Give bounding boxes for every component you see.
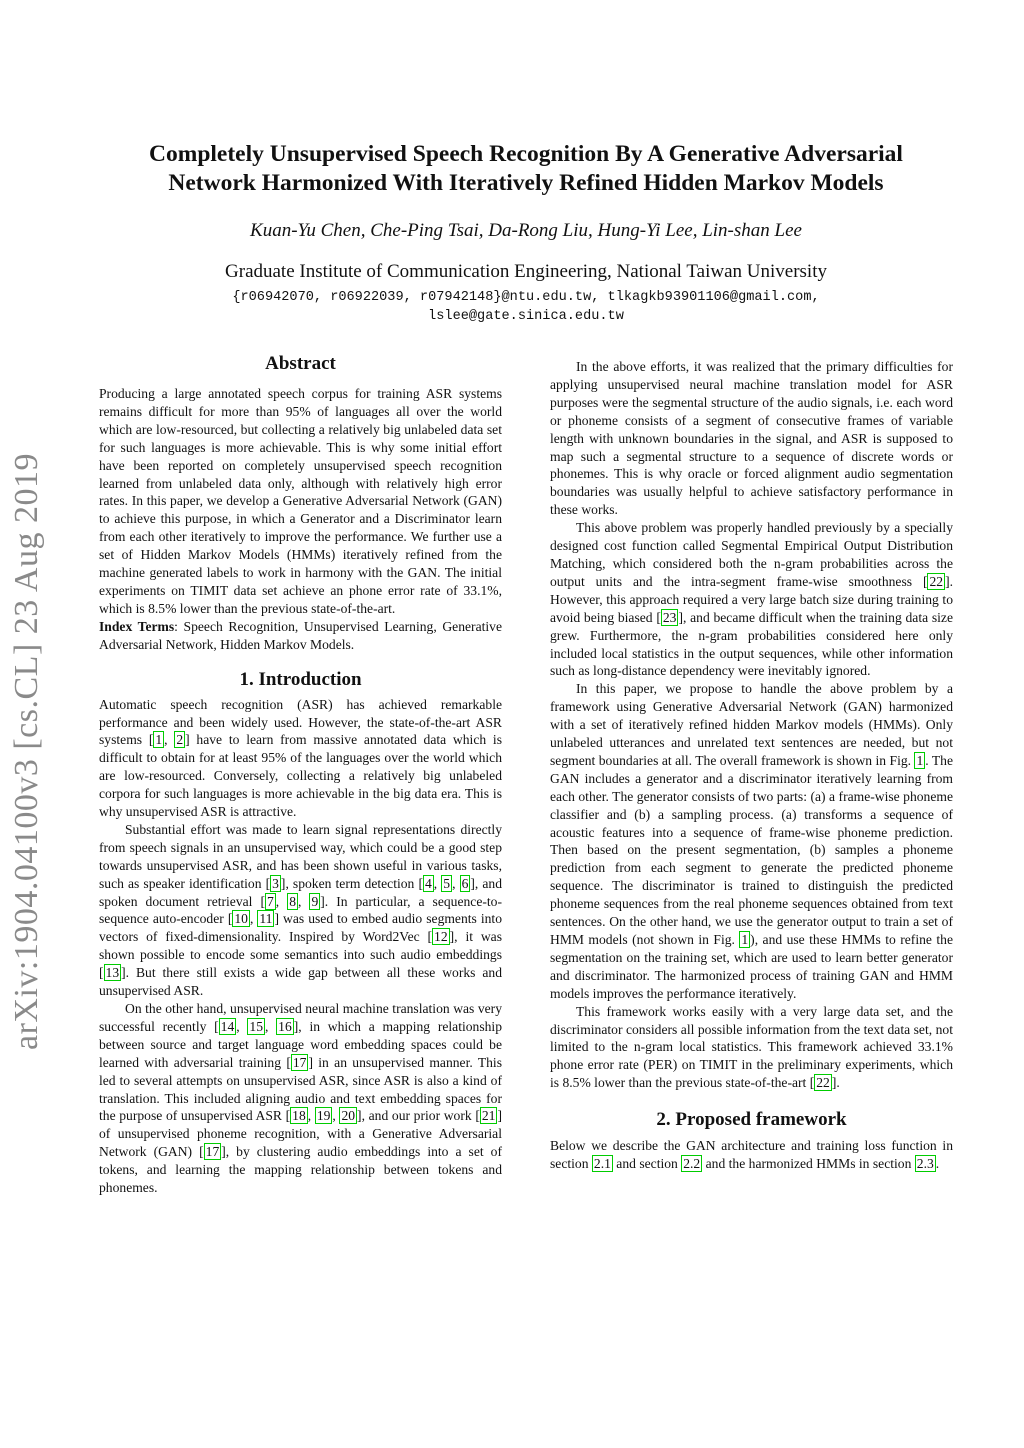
text-segment: [ — [265, 875, 271, 891]
citation-link[interactable]: 16 — [278, 1018, 292, 1034]
citation-link[interactable]: 18 — [292, 1108, 306, 1124]
proposed-framework-heading: 2. Proposed framework — [656, 1109, 847, 1131]
emails — [100, 288, 952, 326]
text-segment: This framework works easily with a very large data set, and the discriminator considers all possible information from the text data set, not limited to the n-gram local statistics. This framework achieved 33.1% phone error rate (PER) on TIMIT in the preliminary experiments, which is 8.5% lower than the previous state-of-the-art — [550, 1003, 953, 1091]
index-terms — [99, 618, 502, 654]
section2-paragraph-1 — [550, 1137, 953, 1173]
text-segment: [ — [260, 893, 265, 909]
citation-link[interactable]: 22 — [929, 573, 944, 589]
citation-link[interactable]: 17 — [205, 1144, 220, 1160]
text-segment: ] — [293, 1018, 299, 1034]
text-segment: , — [275, 893, 288, 909]
text-segment: [ — [809, 1075, 815, 1091]
text-segment: ] — [497, 1108, 502, 1124]
text-segment: of unsupervised phoneme recognition, with a Generative Adversarial Network (GAN) — [99, 1126, 502, 1160]
citation-link[interactable]: 14 — [220, 1018, 235, 1034]
text-segment: . The GAN includes a generator and a discriminator iteratively learning from each other. The generator consists of two parts: (a) a frame-wise phoneme classifier and (b) a sampling process. (a) transforms a sequence of acoustic features into a sequence of frame-wise phoneme prediction. Then based on the present segmentation, (b) samples a phoneme prediction from each segment to generate the predicted phoneme sequence. The discriminator is trained to distinguish the predicted phoneme sequences from the real phoneme sequences obtained from text sentences. On the other hand, we use the generator output to train a set of HMM models (not shown in Fig. — [550, 752, 954, 947]
text-segment: have to learn from massive annotated data which is difficult to obtain for at least 95% of the languages over the world which are low-resourced. Conversely, collecting a relatively big unlabeled corpora for such languages is more achievable in the big data era. This is why unsupervised ASR is attractive. — [99, 732, 502, 820]
text-segment: [ — [418, 875, 423, 891]
intro-paragraph-3 — [99, 1000, 502, 1197]
text-segment: and the harmonized HMMs in section — [702, 1156, 915, 1172]
text-segment: ] — [185, 732, 190, 748]
text-segment: in an unsupervised manner. This led to several attempts on unsupervised ASR, since ASR is also a kind of translation. This included aligning audio and text embedding spaces for the purpose of unsupervised ASR — [99, 1054, 502, 1124]
citation-link[interactable]: 6 — [461, 875, 469, 891]
text-segment: ] — [357, 1108, 362, 1124]
citation-link[interactable]: 10 — [234, 911, 248, 927]
text-segment: , in which a mapping relationship between source and target language word embedding spaces could be learned with adversarial training — [99, 1018, 503, 1070]
text-segment: [ — [922, 573, 928, 589]
abstract-text: Producing a large annotated speech corpus for training ASR systems remains difficult for more than 95% of languages all over the world which are low-resourced, but collecting a relatively big unlabeled data set for such languages is more achievable. This is why some initial effort have been reported on completely unsupervised speech recognition learned from unlabeled data only, although with relatively high error rates. In this paper, we develop a Generative Adversarial Network (GAN) to achieve this purpose, in which a Generator and a Discriminator learn from each other iteratively to improve the performance. We further use a set of Hidden Markov Models (HMMs) iteratively refined from the machine generated labels to work in harmony with the GAN. The initial experiments on TIMIT data set achieve an phone error rate of 33.1%, which is 8.5% lower than the previous state-of-the-art. — [99, 386, 502, 616]
text-segment: , — [164, 732, 175, 748]
text-segment: [ — [427, 929, 433, 945]
emails-line-2: lslee@gate.sinica.edu.tw — [428, 309, 624, 324]
text-segment: , — [249, 911, 258, 927]
text-segment: . In particular, a sequence-to-sequence auto-encoder — [99, 893, 502, 927]
text-segment: Below we describe the GAN architecture and training loss function in section — [550, 1138, 953, 1172]
citation-link[interactable]: 21 — [481, 1108, 496, 1124]
citation-link[interactable]: 7 — [267, 893, 274, 909]
text-segment: , — [265, 1018, 277, 1034]
text-segment: [ — [199, 1144, 204, 1160]
citation-link[interactable]: 23 — [662, 609, 677, 625]
text-segment: ] — [274, 911, 280, 927]
affiliation: Graduate Institute of Communication Engineering, National Taiwan University — [225, 261, 827, 282]
text-segment: , — [236, 1018, 248, 1034]
text-segment: , and our prior work — [361, 1108, 476, 1124]
intro-paragraph-1 — [99, 696, 502, 821]
citation-link[interactable]: 3 — [272, 875, 279, 891]
left-column — [99, 352, 502, 1197]
text-segment: [ — [286, 1054, 291, 1070]
text-segment: ] — [308, 1054, 313, 1070]
text-segment: , by clustering audio embeddings into a set of tokens, and learning the mapping relationship between tokens and phonemes. — [99, 1144, 502, 1196]
citation-link[interactable]: 2.3 — [916, 1156, 934, 1172]
text-segment: [ — [285, 1108, 291, 1124]
citation-link[interactable]: 1 — [916, 752, 924, 768]
text-segment: , — [433, 875, 442, 891]
citation-link[interactable]: 1 — [741, 932, 749, 947]
text-segment: ] — [945, 573, 950, 589]
text-segment: Substantial effort was made to learn signal representations directly from speech signals in an unsupervised way, which could be a good step towards unsupervised ASR, and has been shown useful in various tasks, such as speaker identification — [99, 821, 502, 891]
text-segment: ] — [221, 1144, 226, 1160]
citation-link[interactable]: 15 — [249, 1018, 264, 1034]
text-segment: ), and use these HMMs to refine the segmentation on the training set, which are used to learn better generator and discriminator. The harmonized process of training GAN and HMM models improves the performance iteratively. — [550, 932, 953, 1001]
index-terms-text: : Speech Recognition, Unsupervised Learning, Generative Adversarial Network, Hidden Markov Models. — [99, 618, 502, 652]
text-segment: and section — [612, 1156, 682, 1172]
text-segment: Automatic speech recognition (ASR) has achieved remarkable performance and been widely used. However, the state-of-the-art ASR systems — [99, 696, 502, 748]
citation-link[interactable]: 9 — [311, 893, 319, 909]
citation-link[interactable]: 22 — [816, 1075, 830, 1091]
arxiv-identifier: arXiv:1904.04100v3 [cs.CL] 23 Aug 2019 — [8, 453, 45, 1050]
authors: Kuan-Yu Chen, Che-Ping Tsai, Da-Rong Liu, Hung-Yi Lee, Lin-shan Lee — [250, 220, 802, 241]
text-segment: , — [298, 893, 310, 909]
text-segment: [ — [148, 732, 154, 748]
text-segment: [ — [99, 965, 104, 981]
citation-link[interactable]: 20 — [341, 1108, 356, 1124]
citation-link[interactable]: 2.1 — [593, 1156, 611, 1172]
citation-link[interactable]: 12 — [434, 929, 448, 945]
paper-title — [100, 140, 952, 198]
citation-link[interactable]: 1 — [155, 732, 163, 748]
text-segment: ] — [831, 1075, 837, 1091]
citation-link[interactable]: 13 — [105, 965, 120, 981]
right-paragraph-1: In the above efforts, it was realized that the primary difficulties for applying unsupervised neural machine translation model for ASR purposes were the segmental structure of the audio signals, i.e. each word or phoneme consists of a segment of consecutive frames of variable length with unknown boundaries in the signal, and ASR is supposed to map such a segmental structure to a sequence of discrete words or phonemes. This is why oracle or forced alignment audio segmentation boundaries was usually helpful to achieve satisfactory performance in these works. — [550, 359, 953, 518]
text-segment: , and spoken document retrieval — [99, 875, 503, 909]
text-segment: ] — [320, 893, 325, 909]
index-terms-label: Index Terms — [99, 618, 175, 634]
text-segment: This above problem was properly handled previously by a specially designed cost function called Segmental Empirical Output Distribution Matching, which considered both the n-gram probabilities across the output units and the intra-segment frame-wise smoothness — [550, 520, 953, 589]
title-line-2: Network Harmonized With Iteratively Refined Hidden Markov Models — [168, 170, 884, 196]
text-segment: In this paper, we propose to handle the above problem by a framework using Generative Adversarial Network (GAN) harmonized with a set of iteratively refined hidden Markov models (HMMs). Only unlabeled utterances and unrelated text sentences are needed, but not segment boundaries at all. The overall framework is shown in Fig. — [550, 681, 953, 768]
right-paragraph-3 — [550, 680, 953, 1002]
text-segment: ] — [280, 875, 286, 891]
text-segment: , — [452, 875, 460, 891]
right-column — [550, 358, 953, 1173]
text-segment: . But there still exists a wide gap between all these works and unsupervised ASR. — [99, 965, 502, 999]
citation-link[interactable]: 4 — [424, 875, 432, 891]
text-segment: ] — [470, 875, 475, 891]
citation-link[interactable]: 2.2 — [683, 1156, 701, 1172]
text-segment: , spoken term detection — [285, 875, 419, 891]
text-segment: was used to embed audio segments into vectors of fixed-dimensionality. Inspired by Word2Vec — [99, 911, 503, 945]
text-segment: . However, this approach required a very large batch size during training to avoid being biased — [550, 573, 953, 625]
text-segment: . — [935, 1156, 940, 1172]
text-segment: [ — [227, 911, 233, 927]
text-segment: , — [332, 1108, 340, 1124]
intro-paragraph-2 — [99, 821, 502, 1000]
title-line-1: Completely Unsupervised Speech Recognition By A Generative Adversarial — [149, 141, 903, 167]
text-segment: ] — [678, 609, 683, 625]
text-segment: ] — [121, 965, 126, 981]
text-segment: On the other hand, unsupervised neural machine translation was very successful recently — [99, 1001, 502, 1034]
text-segment: [ — [656, 609, 661, 625]
citation-link[interactable]: 5 — [443, 875, 451, 891]
text-segment: [ — [475, 1108, 480, 1124]
abstract-heading: Abstract — [265, 353, 336, 374]
citation-link[interactable]: 11 — [259, 911, 273, 927]
right-paragraph-2 — [550, 519, 953, 680]
text-segment: ] — [449, 929, 455, 945]
text-segment: , — [307, 1108, 315, 1124]
text-segment: . — [836, 1075, 840, 1091]
emails-line-1: {r06942070, r06922039, r07942148}@ntu.edu.tw, tlkagkb93901106@gmail.com, — [232, 290, 820, 305]
citation-link[interactable]: 19 — [316, 1108, 331, 1124]
text-segment: [ — [214, 1018, 219, 1034]
text-segment: , and became difficult when the training data size grew. Furthermore, the n-gram probabilities considered here only included local statistics in the output sequences, while other information such as long-distance dependency were inevitably ignored. — [550, 609, 954, 679]
citation-link[interactable]: 2 — [176, 732, 184, 748]
right-paragraph-4 — [550, 1003, 953, 1093]
introduction-heading: 1. Introduction — [239, 668, 362, 690]
text-segment: , it was shown possible to encode some semantics into such audio embeddings — [99, 929, 503, 963]
citation-link[interactable]: 17 — [292, 1054, 307, 1070]
citation-link[interactable]: 8 — [289, 893, 297, 909]
